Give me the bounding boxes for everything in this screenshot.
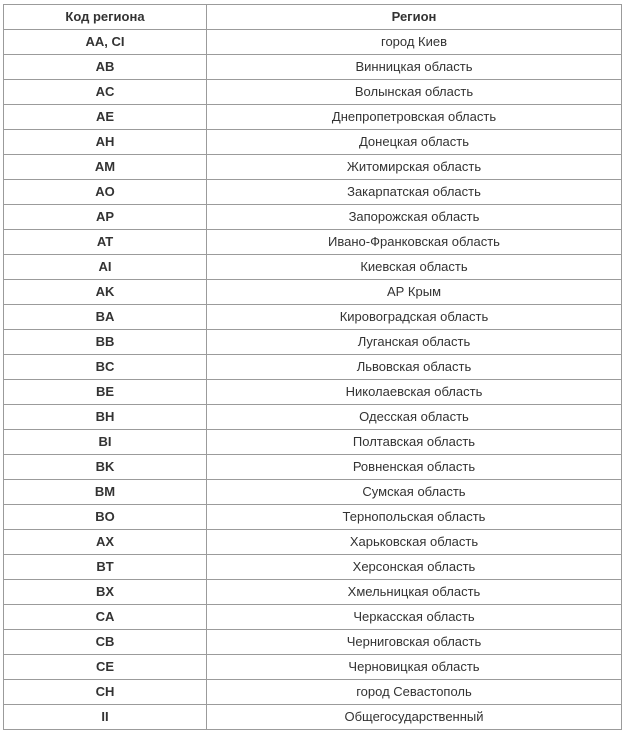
region-code-cell: AH	[4, 130, 207, 155]
region-name-cell: Львовская область	[207, 355, 622, 380]
table-body	[4, 30, 622, 730]
region-code-cell: BC	[4, 355, 207, 380]
region-name-cell: Сумская область	[207, 480, 622, 505]
table-row	[4, 555, 622, 580]
region-name-cell: город Севастополь	[207, 680, 622, 705]
region-code-cell: CH	[4, 680, 207, 705]
region-code-cell: BO	[4, 505, 207, 530]
region-code-cell: BX	[4, 580, 207, 605]
region-name-cell: Общегосударственный	[207, 705, 622, 730]
region-code-cell: BK	[4, 455, 207, 480]
region-code-cell: CE	[4, 655, 207, 680]
region-code-cell: BA	[4, 305, 207, 330]
region-code-cell: AI	[4, 255, 207, 280]
region-name-cell: Одесская область	[207, 405, 622, 430]
region-name-cell: Ровненская область	[207, 455, 622, 480]
table-row	[4, 330, 622, 355]
region-code-cell: BB	[4, 330, 207, 355]
region-code-cell: AO	[4, 180, 207, 205]
table-row	[4, 355, 622, 380]
region-name-cell: Херсонская область	[207, 555, 622, 580]
table-row	[4, 580, 622, 605]
region-name-cell: Кировоградская область	[207, 305, 622, 330]
region-code-cell: BE	[4, 380, 207, 405]
region-code-cell: BH	[4, 405, 207, 430]
region-code-cell: AE	[4, 105, 207, 130]
region-name-cell: Закарпатская область	[207, 180, 622, 205]
table-row	[4, 380, 622, 405]
table-row	[4, 55, 622, 80]
region-code-cell: AP	[4, 205, 207, 230]
region-code-cell: II	[4, 705, 207, 730]
region-code-cell: AA, CI	[4, 30, 207, 55]
region-name-cell: Волынская область	[207, 80, 622, 105]
table-row	[4, 455, 622, 480]
table-row	[4, 405, 622, 430]
region-name-cell: АР Крым	[207, 280, 622, 305]
table-row	[4, 80, 622, 105]
region-name-cell: Тернопольская область	[207, 505, 622, 530]
region-name-cell: Донецкая область	[207, 130, 622, 155]
table-row	[4, 630, 622, 655]
region-name-cell: Полтавская область	[207, 430, 622, 455]
region-code-cell: AK	[4, 280, 207, 305]
table-row	[4, 155, 622, 180]
region-name-cell: Луганская область	[207, 330, 622, 355]
region-name-cell: Винницкая область	[207, 55, 622, 80]
region-name-cell: Запорожская область	[207, 205, 622, 230]
region-name-cell: Харьковская область	[207, 530, 622, 555]
region-name-cell: город Киев	[207, 30, 622, 55]
region-code-cell: AB	[4, 55, 207, 80]
table-row	[4, 530, 622, 555]
table-row	[4, 180, 622, 205]
region-code-cell: AX	[4, 530, 207, 555]
table-row	[4, 255, 622, 280]
table-row	[4, 205, 622, 230]
region-codes-table-container	[3, 4, 621, 730]
table-row	[4, 605, 622, 630]
table-row	[4, 430, 622, 455]
region-code-cell: CA	[4, 605, 207, 630]
region-code-cell: AM	[4, 155, 207, 180]
column-header-region: Регион	[207, 5, 622, 30]
region-code-cell: BT	[4, 555, 207, 580]
column-header-region-code: Код региона	[4, 5, 207, 30]
region-name-cell: Черниговская область	[207, 630, 622, 655]
region-name-cell: Киевская область	[207, 255, 622, 280]
table-row	[4, 130, 622, 155]
region-name-cell: Хмельницкая область	[207, 580, 622, 605]
table-row	[4, 680, 622, 705]
region-name-cell: Житомирская область	[207, 155, 622, 180]
table-row	[4, 280, 622, 305]
table-row	[4, 655, 622, 680]
region-codes-table	[3, 4, 622, 730]
region-code-cell: BM	[4, 480, 207, 505]
table-row	[4, 505, 622, 530]
region-name-cell: Черкасская область	[207, 605, 622, 630]
table-row	[4, 480, 622, 505]
table-row	[4, 705, 622, 730]
region-name-cell: Ивано-Франковская область	[207, 230, 622, 255]
region-code-cell: AC	[4, 80, 207, 105]
table-row	[4, 105, 622, 130]
table-row	[4, 230, 622, 255]
region-code-cell: CB	[4, 630, 207, 655]
region-name-cell: Днепропетровская область	[207, 105, 622, 130]
table-row	[4, 305, 622, 330]
table-header-row	[4, 5, 622, 30]
region-code-cell: BI	[4, 430, 207, 455]
region-code-cell: AT	[4, 230, 207, 255]
region-name-cell: Черновицкая область	[207, 655, 622, 680]
table-row	[4, 30, 622, 55]
region-name-cell: Николаевская область	[207, 380, 622, 405]
